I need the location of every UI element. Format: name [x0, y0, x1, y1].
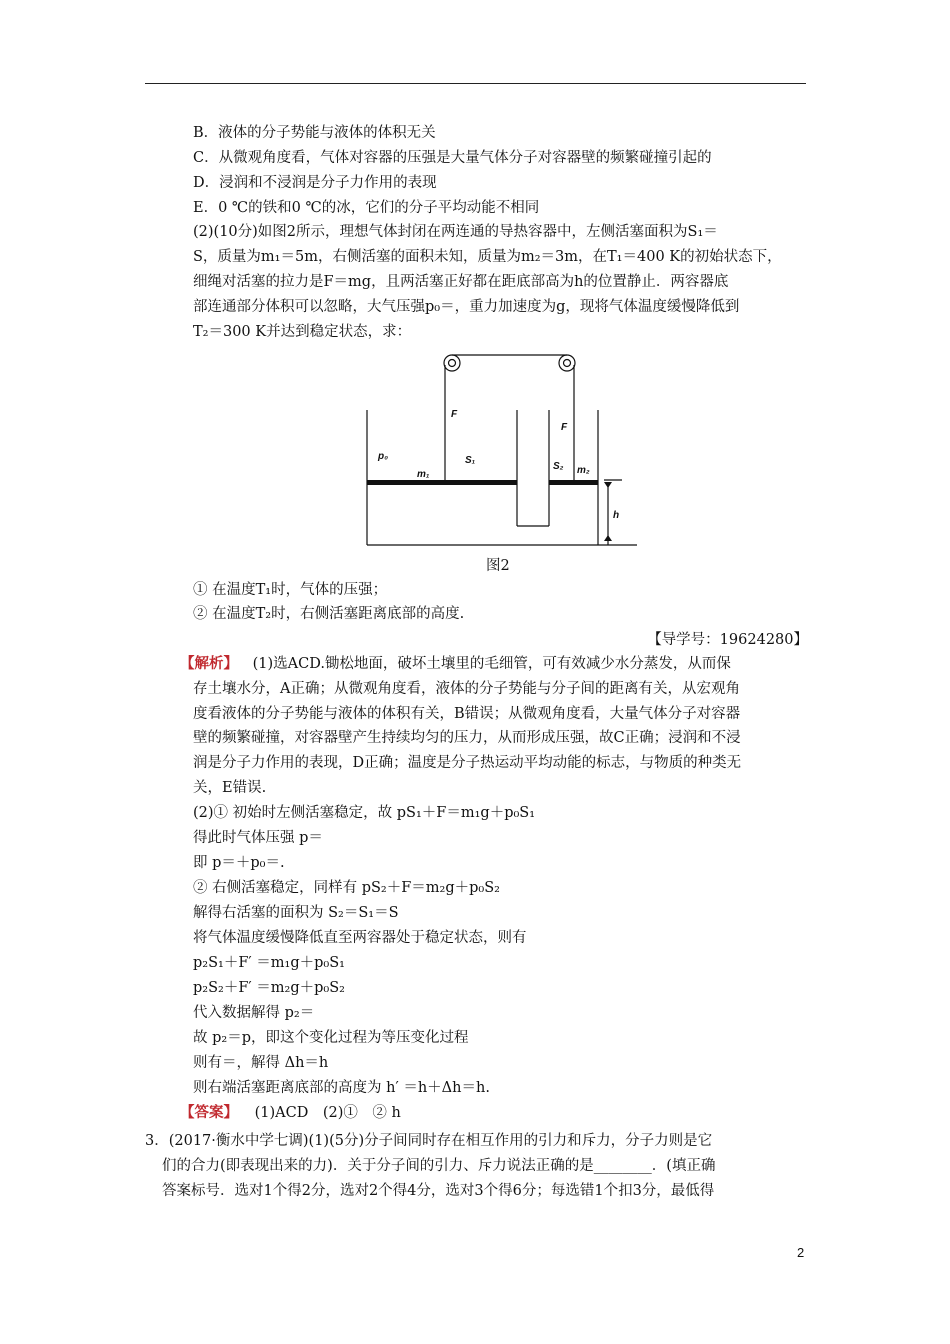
analysis-line: 关，E错误. [193, 780, 267, 796]
header-rule [145, 83, 806, 84]
question-3-line: 们的合力(即表现出来的力)．关于分子间的引力、斥力说法正确的是________．(填正确 [162, 1158, 716, 1174]
label-s2: S₂ [553, 461, 564, 472]
analysis-line: 得此时气体压强 p＝ [193, 830, 323, 846]
analysis-text: (1)选ACD.锄松地面，破坏土壤里的毛细管，可有效减少水分蒸发，从而保 [252, 656, 731, 672]
label-f-left: F [451, 409, 458, 420]
analysis-line: 解得右活塞的面积为 S₂＝S₁＝S [193, 905, 399, 921]
analysis-line: 存土壤水分，A正确；从微观角度看，液体的分子势能与分子间的距离有关，从宏观角 [193, 681, 740, 697]
h-arrow-down [604, 535, 612, 541]
answer-line [180, 1103, 401, 1123]
analysis-line: 故 p₂＝p，即这个变化过程为等压变化过程 [193, 1030, 469, 1046]
problem-line: S，质量为m₁＝5m，右侧活塞的面积未知，质量为m₂＝3m，在T₁＝400 K的初始状态下， [193, 249, 782, 265]
analysis-line: 则有＝，解得 Δh＝h [193, 1055, 329, 1071]
page-number: 2 [797, 1245, 805, 1260]
label-s1: S₁ [465, 455, 476, 466]
problem-line: T₂＝300 K并达到稳定状态，求： [193, 324, 412, 340]
analysis-line: ② 右侧活塞稳定，同样有 pS₂＋F＝m₂g＋p₀S₂ [193, 880, 500, 896]
analysis-line: p₂S₂＋F′ ＝m₂g＋p₀S₂ [193, 980, 345, 996]
analysis-line-first [180, 654, 731, 674]
left-pulley [444, 355, 460, 371]
h-arrow-up [604, 482, 612, 488]
label-m2: m₂ [577, 465, 590, 476]
analysis-line: 即 p＝＋p₀＝. [193, 855, 285, 871]
problem-line: (2)(10分)如图2所示，理想气体封闭在两连通的导热容器中，左侧活塞面积为S₁＝ [193, 224, 718, 240]
figure-caption: 图2 [486, 558, 510, 574]
question-3-line: 答案标号．选对1个得2分，选对2个得4分，选对3个得6分；每选错1个扣3分，最低得 [162, 1183, 715, 1199]
label-f-right: F [561, 422, 568, 433]
problem-line: 细绳对活塞的拉力是F＝mg，且两活塞正好都在距底部高为h的位置静止．两容器底 [193, 274, 729, 290]
option-b: B．液体的分子势能与液体的体积无关 [193, 125, 436, 141]
label-h: h [613, 510, 620, 521]
option-c: C．从微观角度看，气体对容器的压强是大量气体分子对容器壁的频繁碰撞引起的 [193, 150, 712, 166]
figure-2-diagram [362, 350, 642, 550]
label-p0: p₀ [378, 451, 389, 462]
right-piston [549, 480, 598, 485]
analysis-line: 代入数据解得 p₂＝ [193, 1005, 315, 1021]
question-1: ① 在温度T₁时，气体的压强； [193, 582, 388, 598]
guide-number: 【导学号：19624280】 [647, 632, 808, 648]
answer-label: 【答案】 [180, 1104, 238, 1121]
analysis-line: 壁的频繁碰撞，对容器壁产生持续均匀的压力，从而形成压强，故C正确；浸润和不浸 [193, 730, 741, 746]
label-m1: m₁ [417, 469, 430, 480]
analysis-line: 将气体温度缓慢降低直至两容器处于稳定状态，则有 [193, 930, 527, 946]
question-2: ② 在温度T₂时，右侧活塞距离底部的高度. [193, 606, 465, 622]
analysis-line: (2)① 初始时左侧活塞稳定，故 pS₁＋F＝m₁g＋p₀S₁ [193, 805, 536, 821]
analysis-line: 则右端活塞距离底部的高度为 h′ ＝h＋Δh＝h. [193, 1080, 490, 1096]
answer-text: (1)ACD (2)① ② h [254, 1105, 401, 1121]
option-d: D．浸润和不浸润是分子力作用的表现 [193, 175, 437, 191]
analysis-line: p₂S₁＋F′ ＝m₁g＋p₀S₁ [193, 955, 345, 971]
question-3-line: 3．(2017·衡水中学七调)(1)(5分)分子间同时存在相互作用的引力和斥力，分子力则是它 [145, 1133, 713, 1149]
problem-line: 部连通部分体积可以忽略，大气压强p₀＝，重力加速度为g，现将气体温度缓慢降低到 [193, 299, 740, 315]
right-pulley [559, 355, 575, 371]
left-piston [367, 480, 517, 485]
option-e: E．0 ℃的铁和0 ℃的冰，它们的分子平均动能不相同 [193, 200, 540, 216]
analysis-line: 度看液体的分子势能与液体的体积有关，B错误；从微观角度看，大量气体分子对容器 [193, 706, 741, 722]
analysis-line: 润是分子力作用的表现，D正确；温度是分子热运动平均动能的标志，与物质的种类无 [193, 755, 742, 771]
analysis-label: 【解析】 [180, 655, 238, 672]
